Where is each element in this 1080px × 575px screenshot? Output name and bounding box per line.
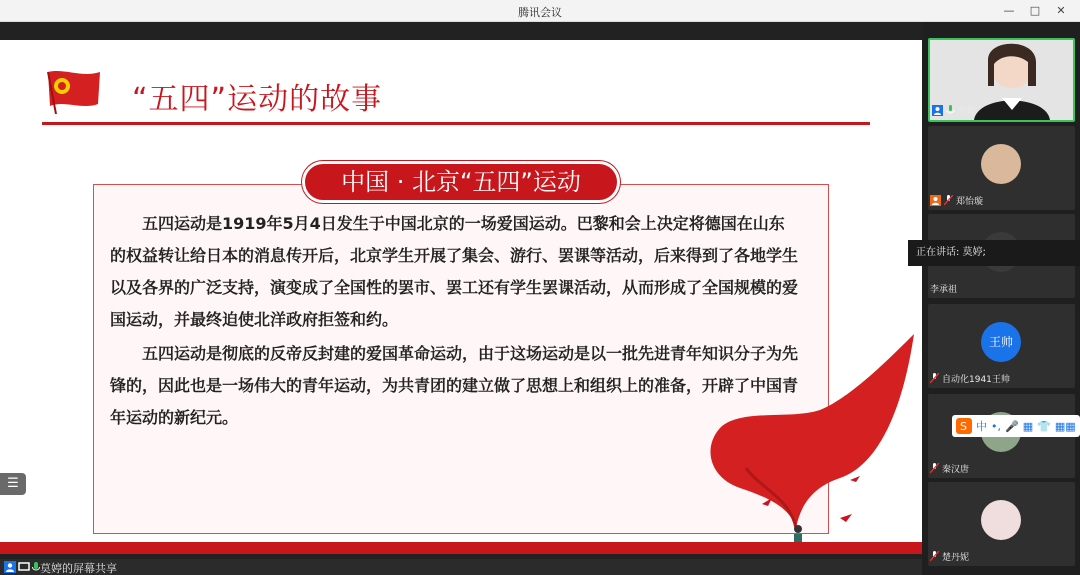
user-icon bbox=[4, 561, 16, 573]
participant-namebar bbox=[930, 282, 957, 295]
microphone-muted-icon bbox=[930, 373, 939, 384]
ime-skin[interactable]: 👕 bbox=[1037, 419, 1051, 433]
participant-name: 楚丹妮 bbox=[942, 553, 970, 563]
red-flag-icon bbox=[44, 68, 102, 114]
microphone-muted-icon bbox=[930, 551, 939, 562]
user-icon bbox=[932, 105, 943, 116]
ime-toolbar[interactable] bbox=[952, 415, 1080, 437]
screen-share-label: 莫婷的屏幕共享 bbox=[40, 562, 117, 575]
sogou-logo-icon bbox=[956, 418, 972, 434]
participant-namebar bbox=[930, 372, 1010, 385]
participant-namebar bbox=[930, 194, 983, 207]
paragraph-2: 五四运动是彻底的反帝反封建的爱国革命运动，由于这场运动是以一批先进青年知识分子为先锋的，因此也是一场伟大的青年运动，为共青团的建立做了思想上和组织上的准备，开辟了中国青年运动的新纪元。 bbox=[110, 344, 799, 427]
screen-share-bar bbox=[0, 559, 922, 575]
close-button[interactable]: ✕ bbox=[1056, 4, 1066, 17]
shared-screen bbox=[0, 22, 922, 559]
slide-bottom-band bbox=[0, 542, 922, 554]
title-bar bbox=[0, 0, 1080, 22]
screen-icon bbox=[18, 561, 30, 573]
participant-tile[interactable] bbox=[928, 482, 1075, 566]
user-icon bbox=[930, 195, 941, 206]
microphone-icon bbox=[946, 105, 955, 116]
participant-namebar bbox=[930, 462, 969, 475]
microphone-muted-icon bbox=[930, 463, 939, 474]
participant-name: 自动化1941王帅 bbox=[942, 375, 1010, 385]
participants-panel bbox=[922, 22, 1080, 575]
ime-mode[interactable]: 中 bbox=[976, 420, 987, 433]
participant-name: 莫婷 bbox=[958, 107, 977, 117]
participant-namebar bbox=[932, 104, 976, 117]
participant-name: 李承祖 bbox=[930, 285, 958, 295]
ime-toolbox[interactable]: ▦▦ bbox=[1054, 419, 1076, 433]
participant-tile[interactable] bbox=[928, 304, 1075, 388]
list-menu-icon[interactable]: ☰ bbox=[0, 473, 26, 495]
slide-title: “五四”运动的故事 bbox=[132, 82, 383, 117]
participant-name: 秦汉唐 bbox=[942, 465, 970, 475]
avatar: 王帅 bbox=[981, 322, 1021, 362]
participant-tile-active[interactable] bbox=[928, 38, 1075, 122]
title-divider bbox=[42, 122, 870, 125]
window-title: 腾讯会议 bbox=[518, 6, 562, 19]
ime-keyboard[interactable]: ▦ bbox=[1022, 419, 1034, 433]
avatar bbox=[981, 144, 1021, 184]
paragraph-1: 五四运动是1919年5月4日发生于中国北京的一场爱国运动。巴黎和会上决定将德国在山东的权益转让给日本的消息传开后，北京学生开展了集会、游行、罢课等活动，后来得到了各地学生以及各界的广泛支持，演变成了全国性的罢市、罢工还有学生罢课活动，从而形成了全国规模的爱国运动，并最终迫使北洋政府拒签和约。 bbox=[110, 214, 799, 329]
section-pill: 中国 · 北京“五四”运动 bbox=[302, 161, 620, 203]
participant-tile[interactable] bbox=[928, 126, 1075, 210]
window-controls bbox=[998, 2, 1072, 19]
participant-name: 郑怡璇 bbox=[956, 197, 984, 207]
speaking-indicator: 正在讲话: 莫婷; bbox=[908, 240, 1080, 266]
svg-text:S: S bbox=[960, 420, 967, 433]
participant-namebar bbox=[930, 550, 969, 563]
avatar bbox=[981, 500, 1021, 540]
ime-punctuation[interactable]: •, bbox=[991, 419, 1001, 433]
waving-flag-illustration bbox=[700, 328, 922, 554]
ime-voice[interactable]: 🎤 bbox=[1005, 419, 1019, 433]
maximize-button[interactable]: □ bbox=[1029, 4, 1041, 17]
presentation-slide bbox=[0, 40, 922, 554]
minimize-button[interactable]: — bbox=[1003, 4, 1015, 17]
microphone-muted-icon bbox=[944, 195, 953, 206]
